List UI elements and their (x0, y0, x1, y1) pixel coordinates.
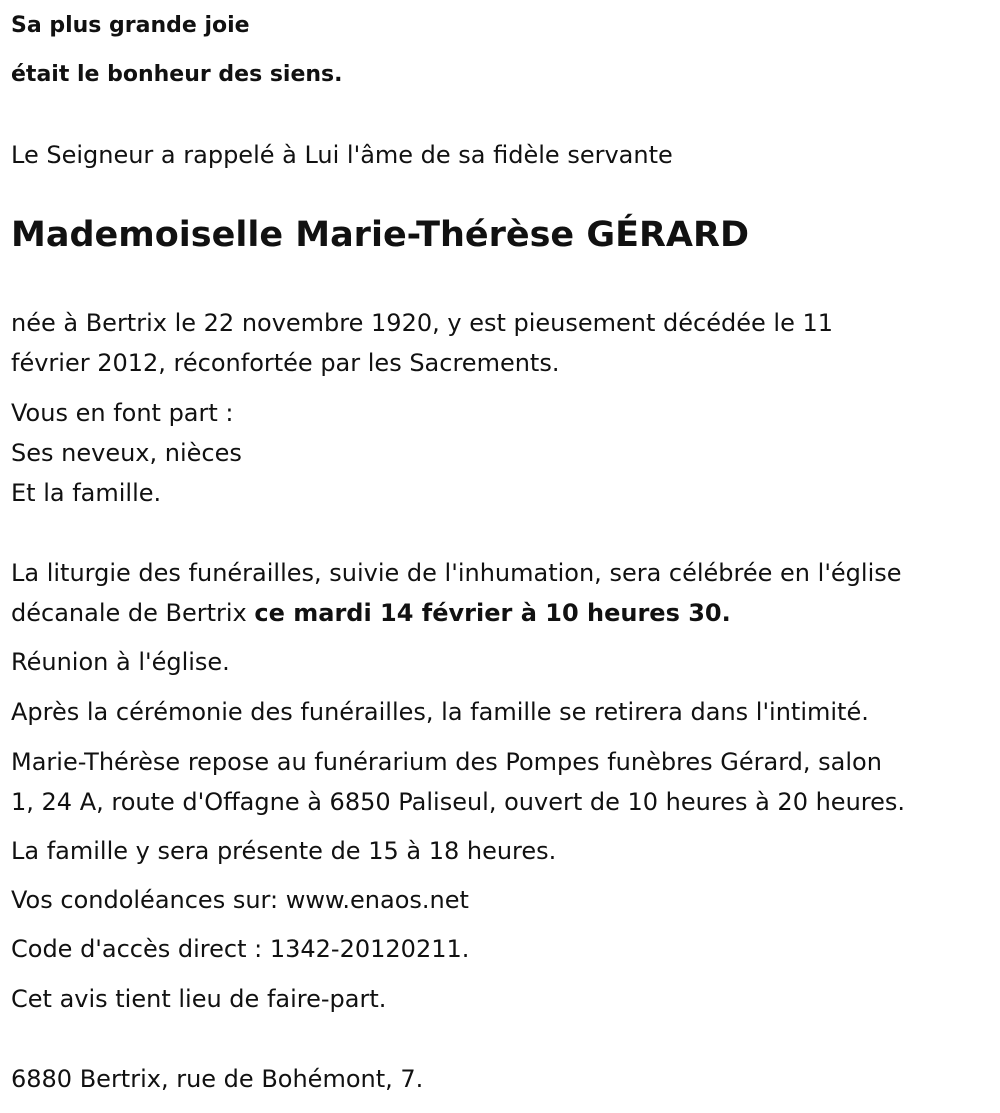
announcers-family: Et la famille. (11, 479, 162, 507)
repose-line-1: Marie-Thérèse repose au funérarium des Pompes funèbres Gérard, salon (11, 748, 882, 776)
liturgy-line-1: La liturgie des funérailles, suivie de l'inhumation, sera célébrée en l'église (11, 559, 902, 587)
birth-death-line-2: février 2012, réconfortée par les Sacrements. (11, 349, 560, 377)
liturgy-location: décanale de Bertrix (11, 599, 255, 627)
birth-death-line-1: née à Bertrix le 22 novembre 1920, y est pieusement décédée le 11 (11, 309, 833, 337)
deceased-name: Mademoiselle Marie-Thérèse GÉRARD (11, 215, 750, 255)
liturgy-line-2 (11, 593, 731, 633)
announcers-nephews: Ses neveux, nièces (11, 439, 242, 467)
faire-part-text: Cet avis tient lieu de faire-part. (11, 985, 387, 1013)
meeting-text: Réunion à l'église. (11, 648, 230, 676)
announcers-intro: Vous en font part : (11, 399, 234, 427)
repose-line-2: 1, 24 A, route d'Offagne à 6850 Paliseul, ouvert de 10 heures à 20 heures. (11, 788, 906, 816)
liturgy-date-time: ce mardi 14 février à 10 heures 30. (254, 599, 731, 627)
address-text: 6880 Bertrix, rue de Bohémont, 7. (11, 1065, 424, 1093)
condolences-text: Vos condoléances sur: www.enaos.net (11, 886, 469, 914)
motto-line-2: était le bonheur des siens. (11, 62, 343, 87)
family-presence-text: La famille y sera présente de 15 à 18 heures. (11, 837, 557, 865)
motto-line-1: Sa plus grande joie (11, 13, 250, 38)
intro-text: Le Seigneur a rappelé à Lui l'âme de sa fidèle servante (11, 141, 673, 169)
access-code-text: Code d'accès direct : 1342-20120211. (11, 935, 470, 963)
after-ceremony-text: Après la cérémonie des funérailles, la famille se retirera dans l'intimité. (11, 698, 869, 726)
